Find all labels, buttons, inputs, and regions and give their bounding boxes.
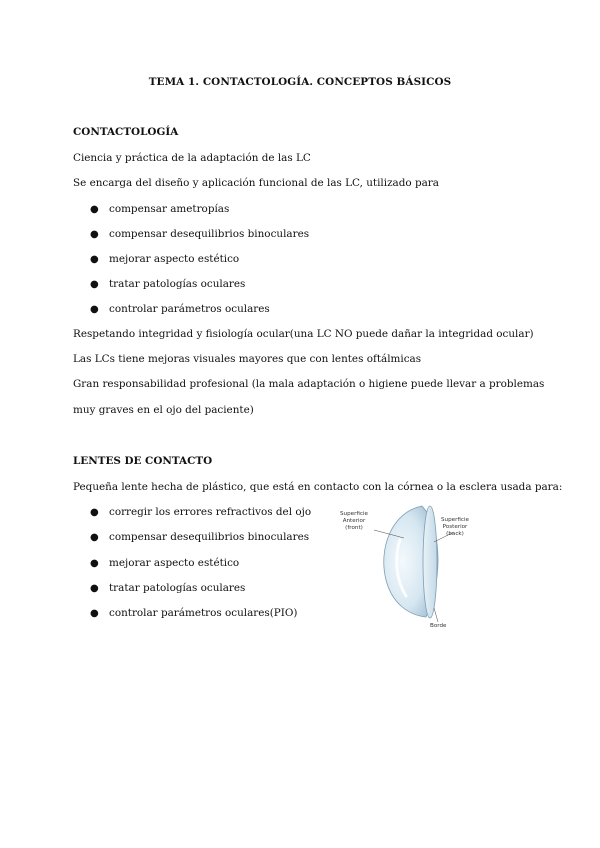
- list-item-text: mejorar aspecto estético: [109, 253, 240, 265]
- anterior-surface-label: [340, 511, 368, 532]
- paragraph-line: Las LCs tiene mejoras visuales mayores que con lentes oftálmicas: [73, 353, 422, 365]
- list-item-text: compensar desequilibrios binoculares: [109, 228, 310, 240]
- list-item: [90, 303, 270, 315]
- label-line: Anterior: [342, 518, 366, 524]
- posterior-surface-label: [441, 517, 469, 538]
- bullet-icon: ●: [90, 507, 99, 518]
- list-item: [90, 228, 309, 240]
- section-heading-lentes: LENTES DE CONTACTO: [73, 455, 213, 467]
- list-item: [90, 278, 245, 290]
- edge-leader-line: [434, 608, 438, 622]
- bullet-icon: ●: [90, 304, 99, 315]
- edge-label: Borde: [430, 623, 447, 629]
- list-item-text: mejorar aspecto estético: [109, 557, 240, 569]
- list-item-text: compensar desequilibrios binoculares: [109, 531, 310, 543]
- list-item: [90, 531, 309, 543]
- list-item-text: controlar parámetros oculares(PIO): [109, 607, 298, 619]
- list-item: [90, 506, 311, 518]
- list-item-text: controlar parámetros oculares: [109, 303, 270, 315]
- paragraph-line: muy graves en el ojo del paciente): [73, 404, 254, 416]
- list-item: [90, 557, 239, 569]
- list-item: [90, 253, 239, 265]
- contact-lens-diagram: [334, 500, 514, 635]
- list-item-text: compensar ametropías: [109, 203, 230, 215]
- paragraph-line: Pequeña lente hecha de plástico, que está en contacto con la córnea o la esclera usada para:: [73, 481, 563, 493]
- paragraph-line: Se encarga del diseño y aplicación funcional de las LC, utilizado para: [73, 177, 439, 189]
- bullet-icon: ●: [90, 608, 99, 619]
- bullet-icon: ●: [90, 229, 99, 240]
- list-item-text: tratar patologías oculares: [109, 278, 246, 290]
- label-line: Posterior: [442, 524, 468, 530]
- bullet-icon: ●: [90, 558, 99, 569]
- paragraph-line: Gran responsabilidad profesional (la mala adaptación o higiene puede llevar a problemas: [73, 378, 545, 390]
- list-item: [90, 607, 297, 619]
- bullet-icon: ●: [90, 532, 99, 543]
- list-item: [90, 203, 229, 215]
- bullet-icon: ●: [90, 204, 99, 215]
- lens-rim-shape: [423, 506, 437, 618]
- list-item: [90, 582, 245, 594]
- paragraph-line: Ciencia y práctica de la adaptación de las LC: [73, 152, 311, 164]
- section-heading-contactologia: CONTACTOLOGÍA: [73, 126, 179, 138]
- bullet-icon: ●: [90, 279, 99, 290]
- page-title: TEMA 1. CONTACTOLOGÍA. CONCEPTOS BÁSICOS: [148, 76, 452, 88]
- list-item-text: corregir los errores refractivos del ojo: [109, 506, 312, 518]
- label-line: (front): [345, 525, 363, 531]
- label-line: Superficie: [441, 517, 469, 523]
- label-line: Superficie: [340, 511, 368, 517]
- bullet-icon: ●: [90, 254, 99, 265]
- label-line: (back): [446, 531, 464, 537]
- paragraph-line: Respetando integridad y fisiología ocular(una LC NO puede dañar la integridad ocular): [73, 328, 534, 340]
- list-item-text: tratar patologías oculares: [109, 582, 246, 594]
- bullet-icon: ●: [90, 583, 99, 594]
